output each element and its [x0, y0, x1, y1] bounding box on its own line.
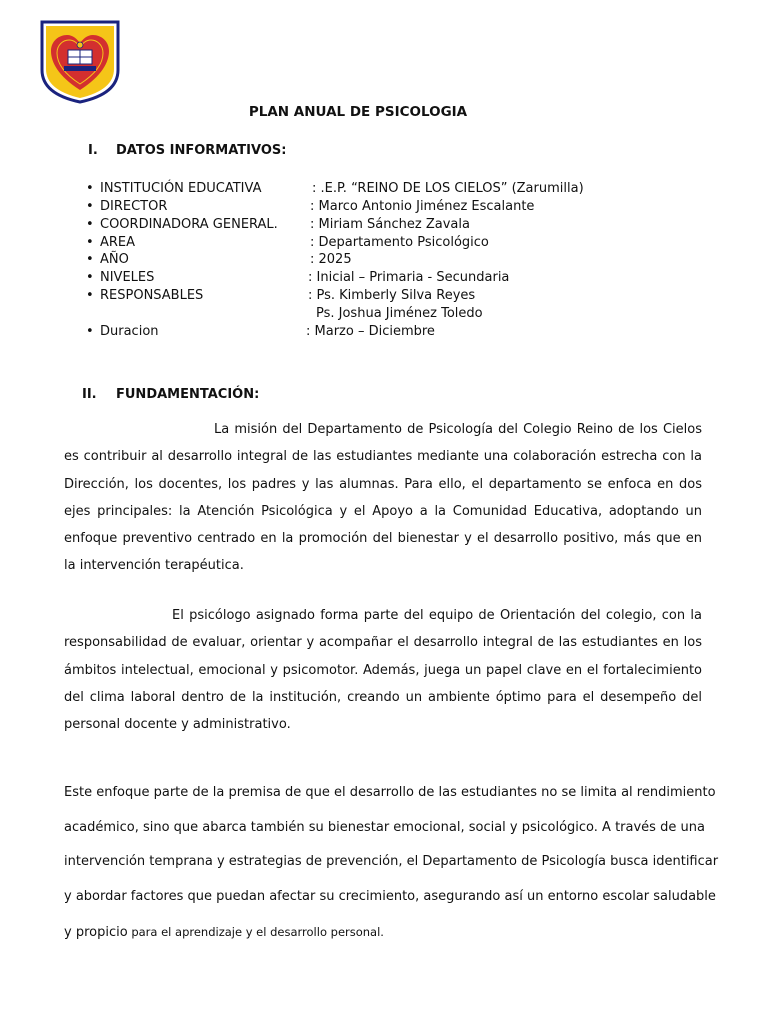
bullet-icon: •	[86, 235, 94, 250]
bullet-icon: •	[86, 217, 94, 232]
bullet-icon: •	[86, 181, 94, 196]
paragraph-2	[64, 602, 702, 738]
paragraph-3-last-start: y propicio	[64, 925, 128, 940]
bullet-icon: •	[86, 252, 94, 267]
info-label: AÑO	[100, 252, 129, 267]
info-label: COORDINADORA GENERAL.	[100, 217, 278, 232]
document-title: PLAN ANUAL DE PSICOLOGIA	[248, 104, 468, 120]
bullet-icon: •	[86, 199, 94, 214]
section-2-heading: FUNDAMENTACIÓN:	[116, 387, 260, 402]
school-crest-icon	[38, 18, 122, 104]
info-label: INSTITUCIÓN EDUCATIVA	[100, 181, 262, 196]
paragraph-1-text: La misión del Departamento de Psicología del Colegio Reino de los Cielos es contribuir al desarrollo integral de las estudiantes mediante una colaboración estrecha con la Dirección, los docentes, los padres y las alumnas. Para ello, el departamento se enfoca en dos ejes principales: la Atención Psicológica y el Apoyo a la Comunidad Educativa, adoptando un enfoque preventivo centrado en la promoción del bienestar y el desarrollo positivo, más que en la intervención terapéutica.	[64, 422, 702, 574]
info-value: : Departamento Psicológico	[310, 235, 489, 250]
info-value: : Miriam Sánchez Zavala	[310, 217, 470, 232]
paragraph-3-last-line	[64, 925, 384, 940]
paragraph-3-line: académico, sino que abarca también su bienestar emocional, social y psicológico. A través de una	[64, 820, 705, 835]
paragraph-1	[64, 416, 702, 580]
section-1-number: I.	[88, 143, 98, 158]
paragraph-3-line: intervención temprana y estrategias de prevención, el Departamento de Psicología busca identificar	[64, 854, 719, 869]
info-label: AREA	[100, 235, 136, 250]
bullet-icon: •	[86, 324, 94, 339]
bullet-icon: •	[86, 270, 94, 285]
paragraph-3-line: y abordar factores que puedan afectar su crecimiento, asegurando así un entorno escolar saludable	[64, 889, 716, 904]
info-label: NIVELES	[100, 270, 155, 285]
paragraph-3-line: Este enfoque parte de la premisa de que el desarrollo de las estudiantes no se limita al rendimiento	[64, 785, 716, 800]
info-value: : Inicial – Primaria - Secundaria	[308, 270, 510, 285]
paragraph-2-text: El psicólogo asignado forma parte del equipo de Orientación del colegio, con la responsabilidad de evaluar, orientar y acompañar el desarrollo integral de las estudiantes en los ámbitos intelectual, emocional y psicomotor. Además, juega un papel clave en el fortalecimiento del clima laboral dentro de la institución, creando un ambiente óptimo para el desempeño del personal docente y administrativo.	[64, 608, 702, 733]
info-value-continued: Ps. Joshua Jiménez Toledo	[316, 306, 483, 321]
section-1-heading: DATOS INFORMATIVOS:	[116, 143, 287, 158]
bullet-icon: •	[86, 288, 94, 303]
section-2-number: II.	[82, 387, 97, 402]
info-value: : Ps. Kimberly Silva Reyes	[308, 288, 476, 303]
info-value: : 2025	[310, 252, 352, 267]
info-label: RESPONSABLES	[100, 288, 204, 303]
info-value: : Marco Antonio Jiménez Escalante	[310, 199, 535, 214]
info-label: Duracion	[100, 324, 159, 339]
info-value: : Marzo – Diciembre	[306, 324, 435, 339]
info-value: : .E.P. “REINO DE LOS CIELOS” (Zarumilla)	[312, 181, 584, 196]
paragraph-3-last-end: para el aprendizaje y el desarrollo personal.	[127, 925, 384, 939]
info-label: DIRECTOR	[100, 199, 168, 214]
